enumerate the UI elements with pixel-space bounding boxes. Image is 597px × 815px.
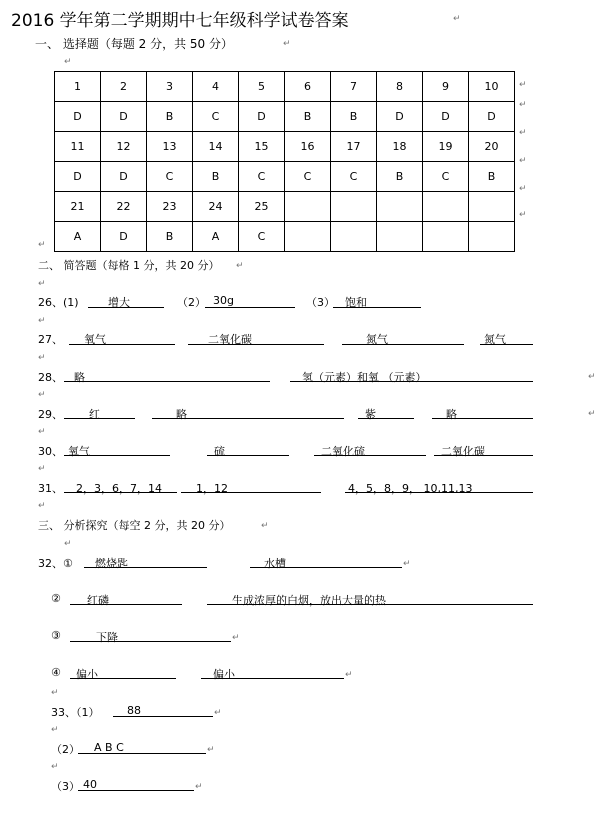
q31-answer-1: 2，3，6，7，14 [76, 482, 162, 495]
q30-answer-1: 氧气 [68, 445, 90, 458]
row-end-mark: ↵ [519, 100, 527, 110]
grid-row [55, 222, 515, 252]
answer-line [205, 307, 295, 308]
grid-row [55, 72, 515, 102]
paragraph-mark: ↵ [38, 464, 46, 474]
grid-row [55, 132, 515, 162]
grid-cell [423, 222, 469, 252]
grid-cell: 7 [331, 72, 377, 102]
paragraph-mark: ↵ [588, 409, 596, 419]
q26-part-3: （3） [306, 296, 335, 309]
grid-cell: 17 [331, 132, 377, 162]
grid-cell: A [55, 222, 101, 252]
paragraph-mark: ↵ [38, 390, 46, 400]
q27-answer-2: 二氧化碳 [208, 333, 252, 346]
q26-answer-2: 30g [213, 294, 234, 307]
answer-line [342, 344, 464, 345]
grid-cell: D [55, 102, 101, 132]
q26-answer-3: 饱和 [345, 296, 367, 309]
paragraph-mark: ↵ [261, 521, 269, 531]
grid-cell: B [193, 162, 239, 192]
paragraph-mark: ↵ [236, 261, 244, 271]
q33-marker-2: （2） [51, 743, 80, 756]
q28-answer-1: 略 [74, 371, 85, 384]
grid-cell: D [101, 162, 147, 192]
paragraph-mark: ↵ [345, 670, 353, 680]
q32-answer-7: 偏小 [213, 668, 235, 681]
grid-cell: C [331, 162, 377, 192]
paragraph-mark: ↵ [403, 559, 411, 569]
paragraph-mark: ↵ [588, 372, 596, 382]
grid-cell: 13 [147, 132, 193, 162]
paragraph-mark: ↵ [195, 782, 203, 792]
grid-cell: 23 [147, 192, 193, 222]
grid-cell: B [147, 222, 193, 252]
row-end-mark: ↵ [519, 156, 527, 166]
q31-answer-3: 4，5，8，9， 10,11,13 [348, 482, 473, 495]
row-end-mark: ↵ [519, 128, 527, 138]
q26-answer-1: 增大 [108, 296, 130, 309]
grid-cell [469, 222, 515, 252]
paragraph-mark: ↵ [214, 708, 222, 718]
grid-cell: 20 [469, 132, 515, 162]
paragraph-mark: ↵ [38, 240, 46, 250]
row-end-mark: ↵ [519, 184, 527, 194]
q33-number: 33、（1） [51, 706, 100, 719]
q32-answer-4: 生成浓厚的白烟，放出大量的热 [232, 594, 386, 607]
grid-cell: D [423, 102, 469, 132]
q31-answer-2: 1，12 [196, 482, 228, 495]
grid-row [55, 192, 515, 222]
grid-cell: B [285, 102, 331, 132]
q29-answer-1: 红 [89, 408, 100, 421]
answer-line [70, 641, 231, 642]
q29-answer-3: 紫 [365, 408, 376, 421]
grid-cell [469, 192, 515, 222]
paragraph-mark: ↵ [38, 279, 46, 289]
grid-cell: D [101, 222, 147, 252]
grid-cell [423, 192, 469, 222]
grid-cell: 5 [239, 72, 285, 102]
q31-number: 31、 [38, 482, 63, 495]
grid-cell: 24 [193, 192, 239, 222]
q29-number: 29、 [38, 408, 63, 421]
grid-cell: 14 [193, 132, 239, 162]
grid-cell: 16 [285, 132, 331, 162]
grid-cell: D [101, 102, 147, 132]
grid-cell: D [469, 102, 515, 132]
grid-cell: C [239, 162, 285, 192]
paragraph-mark: ↵ [38, 316, 46, 326]
q26-part-2: （2） [177, 296, 206, 309]
grid-cell [285, 222, 331, 252]
grid-cell: 3 [147, 72, 193, 102]
grid-cell: 8 [377, 72, 423, 102]
q29-answer-2: 略 [176, 408, 187, 421]
paragraph-mark: ↵ [38, 427, 46, 437]
q27-answer-4: 氮气 [484, 333, 506, 346]
q30-number: 30、 [38, 445, 63, 458]
grid-cell [331, 222, 377, 252]
grid-cell: B [469, 162, 515, 192]
q32-marker-2: ② [51, 592, 61, 605]
grid-cell: 25 [239, 192, 285, 222]
grid-cell: A [193, 222, 239, 252]
q29-answer-4: 略 [446, 408, 457, 421]
section2-heading: 二、 简答题（每格 1 分，共 20 分） [38, 259, 220, 272]
q32-answer-5: 下降 [96, 631, 118, 644]
section1-heading: 一、 选择题（每题 2 分，共 50 分） [35, 37, 233, 51]
grid-cell: 4 [193, 72, 239, 102]
q32-marker-4: ④ [51, 666, 61, 679]
row-end-mark: ↵ [519, 80, 527, 90]
q32-answer-1: 燃烧匙 [95, 557, 128, 570]
grid-cell: 11 [55, 132, 101, 162]
q27-answer-3: 氮气 [366, 333, 388, 346]
grid-cell: 9 [423, 72, 469, 102]
q33-answer-2: A B C [94, 741, 124, 754]
paragraph-mark: ↵ [51, 762, 59, 772]
q33-answer-1: 88 [127, 704, 141, 717]
grid-cell: 2 [101, 72, 147, 102]
paragraph-mark: ↵ [207, 745, 215, 755]
grid-cell: 19 [423, 132, 469, 162]
grid-cell: 18 [377, 132, 423, 162]
grid-row [55, 162, 515, 192]
grid-cell: B [147, 102, 193, 132]
q30-answer-2: 硫 [214, 445, 225, 458]
q32-answer-6: 偏小 [76, 668, 98, 681]
paragraph-mark: ↵ [38, 353, 46, 363]
paragraph-mark: ↵ [51, 725, 59, 735]
grid-row [55, 102, 515, 132]
page-title: 2016 学年第二学期期中七年级科学试卷答案 [11, 11, 349, 31]
paragraph-mark: ↵ [453, 14, 461, 24]
grid-cell: 21 [55, 192, 101, 222]
paragraph-mark: ↵ [232, 633, 240, 643]
q32-answer-2: 水槽 [264, 557, 286, 570]
grid-cell: B [331, 102, 377, 132]
paragraph-mark: ↵ [283, 39, 291, 49]
grid-cell: C [239, 222, 285, 252]
grid-cell: 10 [469, 72, 515, 102]
grid-cell: C [147, 162, 193, 192]
q32-marker-3: ③ [51, 629, 61, 642]
paragraph-mark: ↵ [51, 688, 59, 698]
q32-answer-3: 红磷 [87, 594, 109, 607]
grid-cell [377, 222, 423, 252]
grid-cell: C [193, 102, 239, 132]
q33-answer-3: 40 [83, 778, 97, 791]
answer-grid [54, 71, 515, 252]
q28-answer-2: 氢（元素）和氧 （元素） [302, 371, 427, 384]
section3-heading: 三、 分析探究（每空 2 分，共 20 分） [38, 519, 231, 532]
q30-answer-4: 二氧化碳 [441, 445, 485, 458]
grid-cell [377, 192, 423, 222]
grid-cell: 6 [285, 72, 331, 102]
paragraph-mark: ↵ [64, 539, 72, 549]
grid-cell [285, 192, 331, 222]
q27-answer-1: 氧气 [84, 333, 106, 346]
grid-cell: 12 [101, 132, 147, 162]
grid-cell [331, 192, 377, 222]
grid-cell: 1 [55, 72, 101, 102]
grid-cell: C [423, 162, 469, 192]
paragraph-mark: ↵ [38, 501, 46, 511]
paragraph-mark: ↵ [64, 57, 72, 67]
grid-cell: 15 [239, 132, 285, 162]
q33-marker-3: （3） [51, 780, 80, 793]
q26-number: 26、(1) [38, 296, 79, 309]
grid-cell: 22 [101, 192, 147, 222]
q28-number: 28、 [38, 371, 63, 384]
grid-cell: C [285, 162, 331, 192]
q32-number: 32、① [38, 557, 73, 570]
grid-cell: D [239, 102, 285, 132]
grid-cell: D [55, 162, 101, 192]
grid-cell: D [377, 102, 423, 132]
answer-line [64, 381, 270, 382]
grid-cell: B [377, 162, 423, 192]
row-end-mark: ↵ [519, 210, 527, 220]
q27-number: 27、 [38, 333, 63, 346]
q30-answer-3: 二氧化硫 [321, 445, 365, 458]
